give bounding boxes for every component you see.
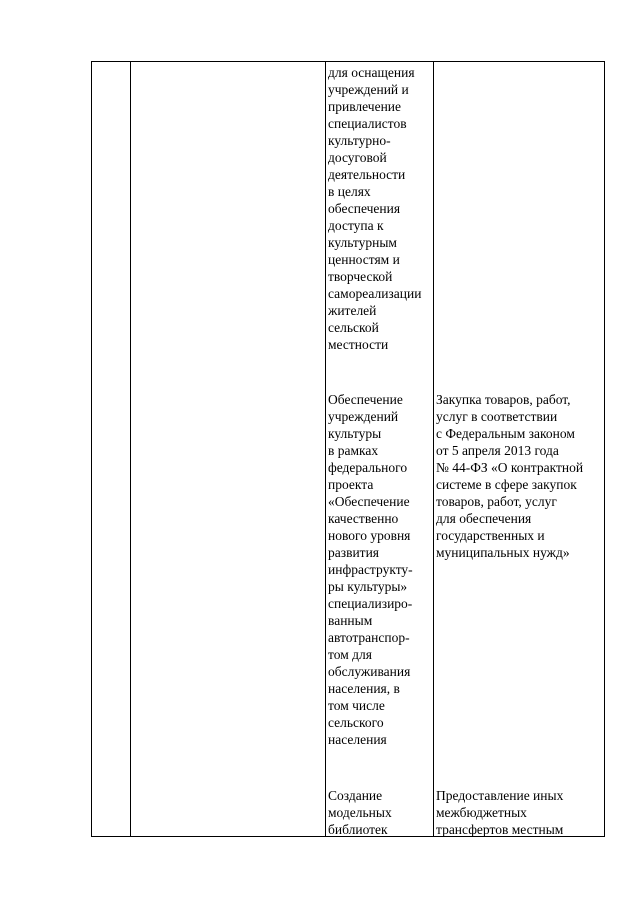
text-line: том числе xyxy=(328,698,385,713)
text-line: жителей xyxy=(328,303,377,318)
text-line: в целях xyxy=(328,184,371,199)
text-line: самореализации xyxy=(328,286,422,301)
text-line: системе в сфере закупок xyxy=(436,477,577,492)
column-divider-2 xyxy=(325,62,326,836)
text-line: Предоставление иных xyxy=(436,788,564,803)
text-line: культурно- xyxy=(328,133,391,148)
text-line: для оснащения xyxy=(328,65,415,80)
text-line: библиотек xyxy=(328,822,388,837)
text-line: ванным xyxy=(328,613,373,628)
activity-cell-vehicles xyxy=(328,391,413,748)
mechanism-cell-transfers xyxy=(436,787,563,838)
text-line: досуговой xyxy=(328,150,387,165)
text-line: Закупка товаров, работ, xyxy=(436,392,571,407)
text-line: культурным xyxy=(328,235,397,250)
text-line: автотранспор- xyxy=(328,630,410,645)
text-line: творческой xyxy=(328,269,393,284)
text-line: культуры xyxy=(328,426,382,441)
text-line: учреждений xyxy=(328,409,399,424)
text-line: «Обеспечение xyxy=(328,494,410,509)
text-line: специализиро- xyxy=(328,596,413,611)
text-line: Создание xyxy=(328,788,383,803)
text-line: модельных xyxy=(328,805,392,820)
text-line: Обеспечение xyxy=(328,392,403,407)
text-line: в рамках xyxy=(328,443,379,458)
text-line: населения, в xyxy=(328,681,400,696)
text-line: трансфертов местным xyxy=(436,822,564,837)
mechanism-cell-procurement xyxy=(436,391,583,561)
text-line: учреждений и xyxy=(328,82,409,97)
text-line: от 5 апреля 2013 года xyxy=(436,443,559,458)
text-line: товаров, работ, услуг xyxy=(436,494,557,509)
text-line: государственных и xyxy=(436,528,545,543)
text-line: развития xyxy=(328,545,380,560)
text-line: населения xyxy=(328,732,387,747)
text-line: инфраструкту- xyxy=(328,562,413,577)
text-line: качественно xyxy=(328,511,399,526)
text-line: сельской xyxy=(328,320,379,335)
text-line: проекта xyxy=(328,477,374,492)
text-line: деятельности xyxy=(328,167,406,182)
text-line: привлечение xyxy=(328,99,402,114)
activity-cell-model-libraries xyxy=(328,787,392,838)
text-line: обслуживания xyxy=(328,664,411,679)
text-line: с Федеральным законом xyxy=(436,426,575,441)
text-line: № 44-ФЗ «О контрактной xyxy=(436,460,584,475)
activity-cell-equipment xyxy=(328,64,421,353)
text-line: муниципальных нужд» xyxy=(436,545,570,560)
text-line: специалистов xyxy=(328,116,407,131)
column-divider-1 xyxy=(130,62,131,836)
text-line: том для xyxy=(328,647,372,662)
text-line: ры культуры» xyxy=(328,579,408,594)
text-line: федерального xyxy=(328,460,408,475)
column-divider-3 xyxy=(433,62,434,836)
document-table xyxy=(91,61,605,837)
text-line: услуг в соответствии xyxy=(436,409,558,424)
text-line: ценностям и xyxy=(328,252,400,267)
text-line: доступа к xyxy=(328,218,384,233)
text-line: нового уровня xyxy=(328,528,411,543)
text-line: для обеспечения xyxy=(436,511,532,526)
text-line: местности xyxy=(328,337,389,352)
text-line: межбюджетных xyxy=(436,805,527,820)
text-line: сельского xyxy=(328,715,384,730)
text-line: обеспечения xyxy=(328,201,401,216)
